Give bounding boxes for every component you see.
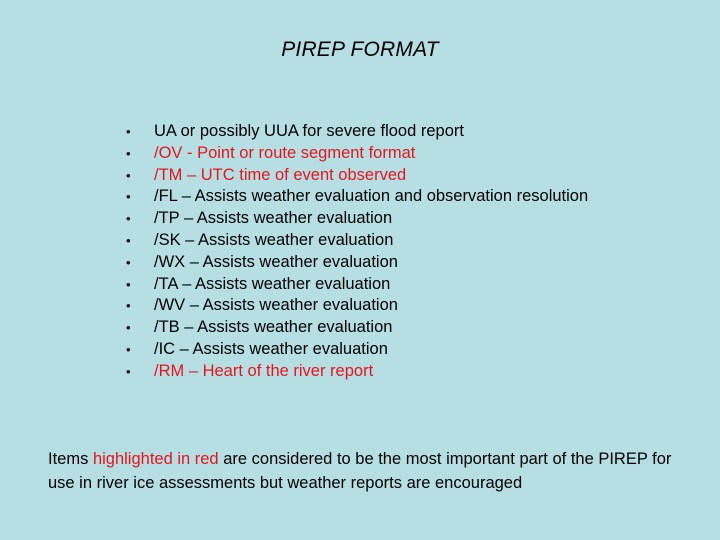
list-item-text: /RM – Heart of the river report xyxy=(154,361,374,380)
bullet-list xyxy=(124,121,588,383)
slide-title: PIREP FORMAT xyxy=(281,38,439,61)
footnote-highlight: highlighted in red xyxy=(92,450,219,468)
list-item xyxy=(124,295,588,317)
list-item xyxy=(124,361,588,383)
list-item-text: /TP – Assists weather evaluation xyxy=(154,209,393,228)
list-item-text: /SK – Assists weather evaluation xyxy=(154,230,394,249)
bullet-icon: • xyxy=(126,320,131,336)
bullet-icon: • xyxy=(126,145,131,161)
list-item-text: /TB – Assists weather evaluation xyxy=(154,318,393,337)
footnote-text-before: Items xyxy=(48,450,93,468)
bullet-icon: • xyxy=(126,254,131,270)
bullet-icon: • xyxy=(126,189,131,205)
list-item xyxy=(124,230,588,252)
list-item-text: /WV – Assists weather evaluation xyxy=(154,296,398,315)
list-item-text: /TM – UTC time of event observed xyxy=(154,165,407,184)
list-item xyxy=(124,208,588,230)
bullet-icon: • xyxy=(126,211,131,227)
list-item xyxy=(124,165,588,187)
bullet-icon: • xyxy=(126,167,131,183)
footnote-text-after: are considered to be the most important part of the PIREP for use in river ice assessments but weather reports are encouraged xyxy=(48,450,672,492)
footnote xyxy=(48,447,688,495)
list-item-text: /FL – Assists weather evaluation and observation resolution xyxy=(154,187,589,206)
bullet-icon: • xyxy=(126,298,131,314)
list-item xyxy=(124,252,588,274)
list-item-text: /TA – Assists weather evaluation xyxy=(154,274,391,293)
list-item-text: /IC – Assists weather evaluation xyxy=(154,339,388,358)
bullet-icon: • xyxy=(126,363,131,379)
bullet-icon: • xyxy=(126,124,131,139)
list-item xyxy=(124,274,588,296)
list-item xyxy=(124,317,588,339)
list-item xyxy=(124,339,588,361)
list-item-text: UA or possibly UUA for severe flood report xyxy=(154,122,464,140)
list-item xyxy=(124,121,588,143)
bullet-icon: • xyxy=(126,232,131,248)
list-item-text: /WX – Assists weather evaluation xyxy=(154,252,398,271)
list-item xyxy=(124,143,588,165)
bullet-icon: • xyxy=(126,341,131,357)
bullet-icon: • xyxy=(126,276,131,292)
list-item xyxy=(124,186,588,208)
list-item-text: /OV - Point or route segment format xyxy=(154,143,416,162)
